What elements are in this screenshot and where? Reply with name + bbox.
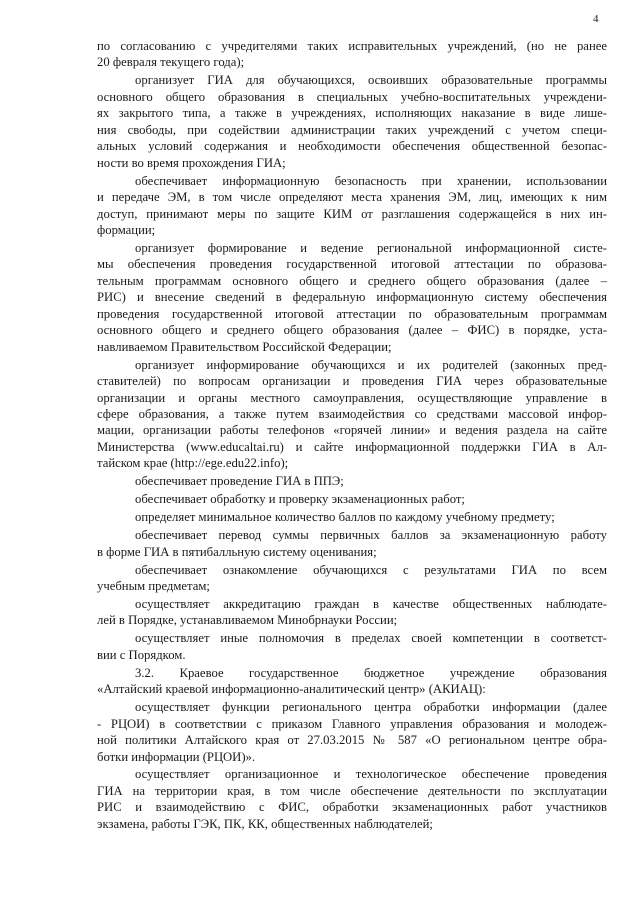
text-line: тайском крае (http://ege.edu22.info);	[97, 456, 289, 471]
text-line: 3.2. Краевое государственное бюджетное учреждение образования	[135, 665, 607, 680]
text-line: навливаемом Правительством Российской Федерации;	[97, 339, 392, 354]
text-line: обеспечивает информационную безопасность при хранении, использовании	[135, 173, 607, 188]
text-line: «Алтайский краевой информационно-аналитический центр» (АКИАЦ):	[97, 682, 486, 697]
text-line: обеспечивает ознакомление обучающихся с результатами ГИА по всем	[135, 562, 607, 577]
text-line: обеспечивает перевод суммы первичных баллов за экзаменационную работу	[135, 528, 607, 543]
text-line: осуществляет организационное и технологическое обеспечение проведения	[135, 767, 607, 782]
text-line: в форме ГИА в пятибалльную систему оценивания;	[97, 544, 377, 559]
text-line: ности во время прохождения ГИА;	[97, 155, 286, 170]
text-line: осуществляет аккредитацию граждан в качестве общественных наблюдате-	[135, 596, 607, 611]
text-line: основного общего и среднего общего образования (далее – ФИС) в порядке, уста-	[97, 323, 607, 338]
text-line: вии с Порядком.	[97, 647, 186, 662]
text-line: обеспечивает проведение ГИА в ППЭ;	[135, 474, 344, 489]
text-line: учебным предметам;	[97, 579, 210, 593]
text-line: - РЦОИ) в соответствии с приказом Главного управления образования и молодеж-	[97, 716, 607, 731]
paragraph	[97, 630, 607, 663]
document-body	[97, 38, 607, 832]
text-line: доступ, принимают меры по защите КИМ от разглашения содержащейся в них ин-	[97, 206, 607, 221]
paragraph	[97, 240, 607, 355]
paragraph	[97, 665, 607, 698]
text-line: 20 февраля текущего года);	[97, 55, 245, 70]
paragraph	[97, 473, 607, 489]
paragraph	[97, 491, 607, 507]
text-line: ях закрытого типа, а также в учреждениях, исполняющих наказание в виде лише-	[97, 106, 607, 121]
text-line: по согласованию с учредителями таких исправительных учреждений, (но не ранее	[97, 39, 607, 53]
paragraph	[97, 596, 607, 629]
text-line: РИС и взаимодействию с ФИС, обработки экзаменационных работ участников	[97, 800, 607, 815]
text-line: лей в Порядке, устанавливаемом Минобрнауки России;	[97, 613, 398, 628]
text-line: ной политики Алтайского края от 27.03.2015 № 587 «О региональном центре обра-	[97, 733, 607, 748]
paragraph	[97, 72, 607, 171]
text-line: и передаче ЭМ, в том числе определяют места хранения ЭМ, лиц, имеющих к ним	[97, 190, 607, 205]
text-line: ния свободы, при содействии администрации таких учреждений с учетом специ-	[97, 122, 607, 137]
paragraph	[97, 699, 607, 765]
paragraph	[97, 509, 607, 525]
text-line: организации и органы местного самоуправления, осуществляющие управление в	[97, 390, 607, 405]
text-line: экзамена, работы ГЭК, ПК, КК, общественных наблюдателей;	[97, 816, 433, 831]
text-line: организует информирование обучающихся и их родителей (законных пред-	[135, 357, 607, 372]
paragraph	[97, 357, 607, 472]
text-line: организует ГИА для обучающихся, освоивших образовательные программы	[135, 73, 607, 88]
text-line: осуществляет функции регионального центра обработки информации (далее	[135, 700, 607, 715]
paragraph	[97, 527, 607, 560]
text-line: обеспечивает обработку и проверку экзаменационных работ;	[135, 492, 465, 507]
paragraph	[97, 562, 607, 595]
text-line: организует формирование и ведение региональной информационной систе-	[135, 240, 607, 255]
text-line: Министерства (www.educaltai.ru) и сайте информационной поддержки ГИА в Ал-	[97, 439, 607, 454]
text-line: ботки информации (РЦОИ)».	[97, 749, 256, 764]
text-line: ГИА на территории края, в том числе обеспечение деятельности по эксплуатации	[97, 783, 607, 798]
paragraph	[97, 38, 607, 71]
text-line: сфере образования, а также путем взаимодействия со средствами массовой инфор-	[97, 406, 607, 421]
text-line: основного общего образования в специальных учебно-воспитательных учреждени-	[97, 89, 607, 104]
text-line: осуществляет иные полномочия в пределах своей компетенции в соответст-	[135, 631, 607, 646]
paragraph	[97, 766, 607, 832]
text-line: РИС) и внесение сведений в федеральную информационную систему обеспечения	[97, 290, 607, 305]
text-line: проведения государственной итоговой аттестации по образовательным программам	[97, 306, 607, 321]
paragraph	[97, 173, 607, 239]
text-line: определяет минимальное количество баллов по каждому учебному предмету;	[135, 510, 555, 525]
page-number: 4	[593, 13, 599, 25]
text-line: альных условий содержания и необходимости обеспечения общественной безопас-	[97, 139, 607, 154]
text-line: мы обеспечения проведения государственной итоговой аттестации по образова-	[97, 257, 607, 272]
text-line: тельным программам основного общего и среднего общего образования (далее –	[97, 273, 607, 288]
text-line: ставителей) по вопросам организации и проведения ГИА через образовательные	[97, 374, 607, 389]
text-line: мации, организации работы телефонов «горячей линии» и ведения раздела на сайте	[97, 423, 607, 438]
text-line: формации;	[97, 222, 156, 237]
